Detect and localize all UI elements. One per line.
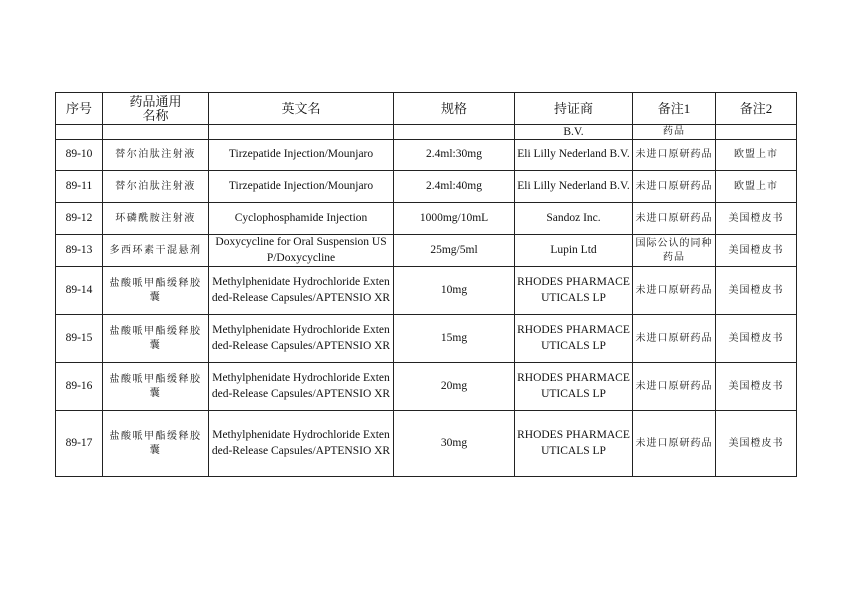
cell-english-name: Tirzepatide Injection/Mounjaro xyxy=(209,171,394,203)
cell-english-name: Methylphenidate Hydrochloride Extended-Release Capsules/APTENSIO XR xyxy=(209,267,394,315)
cell-holder: Lupin Ltd xyxy=(515,235,633,267)
cell-generic-name xyxy=(103,125,209,140)
cell-note2: 美国橙皮书 xyxy=(716,315,797,363)
cell-note2 xyxy=(716,125,797,140)
cell-note2: 美国橙皮书 xyxy=(716,203,797,235)
cell-note1: 未进口原研药品 xyxy=(633,315,716,363)
cell-note1: 未进口原研药品 xyxy=(633,203,716,235)
table-row xyxy=(56,315,797,363)
cell-spec: 2.4ml:40mg xyxy=(394,171,515,203)
cell-english-name xyxy=(209,125,394,140)
continuation-row xyxy=(56,125,797,140)
cell-english-name: Methylphenidate Hydrochloride Extended-Release Capsules/APTENSIO XR xyxy=(209,411,394,477)
header-english-name: 英文名 xyxy=(209,93,394,125)
cell-no: 89-15 xyxy=(56,315,103,363)
cell-english-name: Cyclophosphamide Injection xyxy=(209,203,394,235)
table-row xyxy=(56,203,797,235)
table-row xyxy=(56,140,797,171)
cell-note2: 美国橙皮书 xyxy=(716,267,797,315)
header-note2: 备注2 xyxy=(716,93,797,125)
header-no: 序号 xyxy=(56,93,103,125)
cell-no xyxy=(56,125,103,140)
cell-no: 89-11 xyxy=(56,171,103,203)
cell-holder: RHODES PHARMACEUTICALS LP xyxy=(515,267,633,315)
table-row xyxy=(56,363,797,411)
cell-spec xyxy=(394,125,515,140)
header-generic-name-line1: 药品通用 xyxy=(129,93,182,109)
cell-holder: RHODES PHARMACEUTICALS LP xyxy=(515,363,633,411)
cell-note1: 未进口原研药品 xyxy=(633,411,716,477)
cell-english-name: Methylphenidate Hydrochloride Extended-Release Capsules/APTENSIO XR xyxy=(209,363,394,411)
cell-note1: 药品 xyxy=(633,125,716,140)
cell-spec: 1000mg/10mL xyxy=(394,203,515,235)
cell-english-name: Methylphenidate Hydrochloride Extended-Release Capsules/APTENSIO XR xyxy=(209,315,394,363)
cell-note1: 未进口原研药品 xyxy=(633,171,716,203)
cell-generic-name: 环磷酰胺注射液 xyxy=(103,203,209,235)
header-note1: 备注1 xyxy=(633,93,716,125)
cell-english-name: Doxycycline for Oral Suspension USP/Doxycycline xyxy=(209,235,394,267)
cell-spec: 20mg xyxy=(394,363,515,411)
drug-list-table xyxy=(55,92,797,477)
cell-spec: 30mg xyxy=(394,411,515,477)
table-row xyxy=(56,171,797,203)
cell-generic-name: 盐酸哌甲酯缓释胶囊 xyxy=(103,363,209,411)
header-row xyxy=(56,93,797,125)
cell-spec: 15mg xyxy=(394,315,515,363)
header-spec: 规格 xyxy=(394,93,515,125)
cell-generic-name: 盐酸哌甲酯缓释胶囊 xyxy=(103,315,209,363)
header-generic-name-line2: 名称 xyxy=(142,107,169,123)
cell-note1: 未进口原研药品 xyxy=(633,363,716,411)
cell-spec: 2.4ml:30mg xyxy=(394,140,515,171)
cell-no: 89-14 xyxy=(56,267,103,315)
table-row xyxy=(56,411,797,477)
cell-note1: 未进口原研药品 xyxy=(633,140,716,171)
cell-holder: Eli Lilly Nederland B.V. xyxy=(515,171,633,203)
cell-no: 89-16 xyxy=(56,363,103,411)
header-generic-name xyxy=(103,93,209,125)
cell-english-name: Tirzepatide Injection/Mounjaro xyxy=(209,140,394,171)
cell-holder: RHODES PHARMACEUTICALS LP xyxy=(515,315,633,363)
cell-no: 89-12 xyxy=(56,203,103,235)
cell-note1: 未进口原研药品 xyxy=(633,267,716,315)
header-holder: 持证商 xyxy=(515,93,633,125)
table-row xyxy=(56,235,797,267)
cell-generic-name: 盐酸哌甲酯缓释胶囊 xyxy=(103,411,209,477)
cell-generic-name: 替尔泊肽注射液 xyxy=(103,171,209,203)
cell-holder: Sandoz Inc. xyxy=(515,203,633,235)
cell-generic-name: 替尔泊肽注射液 xyxy=(103,140,209,171)
cell-no: 89-13 xyxy=(56,235,103,267)
cell-spec: 25mg/5ml xyxy=(394,235,515,267)
cell-note1: 国际公认的同种药品 xyxy=(633,235,716,267)
cell-no: 89-10 xyxy=(56,140,103,171)
cell-spec: 10mg xyxy=(394,267,515,315)
cell-note2: 欧盟上市 xyxy=(716,140,797,171)
cell-generic-name: 盐酸哌甲酯缓释胶囊 xyxy=(103,267,209,315)
cell-no: 89-17 xyxy=(56,411,103,477)
cell-holder: B.V. xyxy=(515,125,633,140)
cell-note2: 美国橙皮书 xyxy=(716,411,797,477)
table-row xyxy=(56,267,797,315)
cell-note2: 美国橙皮书 xyxy=(716,235,797,267)
cell-holder: RHODES PHARMACEUTICALS LP xyxy=(515,411,633,477)
cell-holder: Eli Lilly Nederland B.V. xyxy=(515,140,633,171)
cell-note2: 欧盟上市 xyxy=(716,171,797,203)
cell-note2: 美国橙皮书 xyxy=(716,363,797,411)
cell-generic-name: 多西环素干混悬剂 xyxy=(103,235,209,267)
